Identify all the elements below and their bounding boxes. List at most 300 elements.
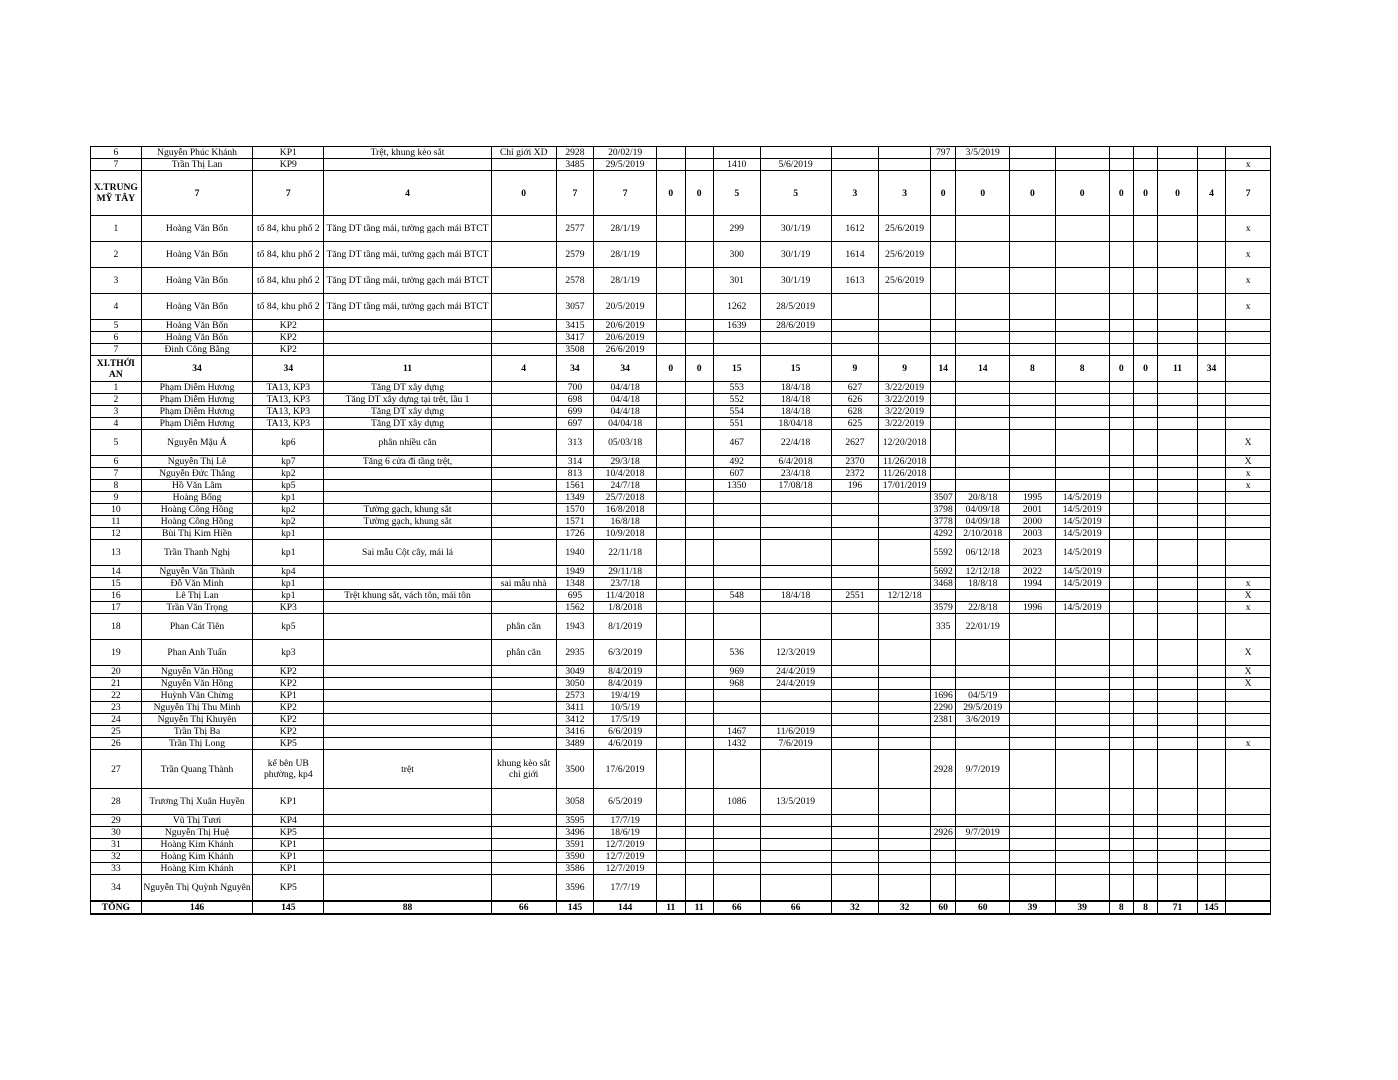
cell-c17: [1109, 268, 1133, 294]
cell-c9: 1467: [713, 726, 760, 738]
cell-c19: [1158, 332, 1198, 344]
cell-c5: 7: [556, 171, 594, 216]
cell-c20: [1197, 456, 1225, 468]
cell-c1: Nguyễn Phúc Khánh: [141, 147, 253, 159]
cell-c2: kp6: [253, 430, 324, 456]
cell-c3: [324, 815, 491, 827]
cell-c17: [1109, 714, 1133, 726]
cell-c16: 14/5/2019: [1055, 504, 1109, 516]
cell-c10: 5/6/2019: [760, 159, 831, 171]
cell-c4: [491, 320, 556, 332]
cell-c17: [1109, 332, 1133, 344]
cell-c1: Hoàng Văn Bốn: [141, 216, 253, 242]
cell-c15: 1994: [1010, 578, 1056, 590]
cell-c6: 8/4/2019: [594, 678, 657, 690]
cell-c13: [931, 406, 956, 418]
cell-c20: [1197, 738, 1225, 750]
cell-c21: [1226, 726, 1271, 738]
cell-c9: 1639: [713, 320, 760, 332]
cell-c2: KP4: [253, 815, 324, 827]
cell-c21: [1226, 614, 1271, 640]
cell-c12: [879, 702, 931, 714]
cell-c1: Vũ Thị Tươi: [141, 815, 253, 827]
cell-c0: 16: [91, 590, 142, 602]
cell-c20: [1197, 332, 1225, 344]
cell-c17: [1109, 614, 1133, 640]
cell-c17: [1109, 430, 1133, 456]
cell-c3: Sai mẫu Cột cây, mái lá: [324, 540, 491, 566]
cell-c9: [713, 839, 760, 851]
cell-c10: 30/1/19: [760, 216, 831, 242]
cell-c13: [931, 382, 956, 394]
cell-c13: 0: [931, 171, 956, 216]
cell-c13: 2381: [931, 714, 956, 726]
cell-c2: KP5: [253, 738, 324, 750]
cell-c21: [1226, 540, 1271, 566]
cell-c6: 17/6/2019: [594, 750, 657, 789]
cell-c3: 88: [324, 901, 491, 914]
cell-c11: [831, 726, 879, 738]
cell-c5: 3057: [556, 294, 594, 320]
cell-c20: [1197, 640, 1225, 666]
cell-c1: Trần Thị Ba: [141, 726, 253, 738]
cell-c19: [1158, 268, 1198, 294]
cell-c6: 10/9/2018: [594, 528, 657, 540]
cell-c11: 2370: [831, 456, 879, 468]
cell-c2: kp5: [253, 480, 324, 492]
cell-c4: [491, 492, 556, 504]
cell-c19: [1158, 418, 1198, 430]
cell-c20: [1197, 468, 1225, 480]
cell-c9: 552: [713, 394, 760, 406]
cell-c15: [1010, 666, 1056, 678]
cell-c1: Hoàng Văn Bốn: [141, 320, 253, 332]
cell-c21: X: [1226, 430, 1271, 456]
cell-c2: kp2: [253, 468, 324, 480]
cell-c17: [1109, 863, 1133, 875]
cell-c21: 7: [1226, 171, 1271, 216]
cell-c14: [956, 344, 1010, 356]
cell-c8: [685, 666, 713, 678]
cell-c17: [1109, 602, 1133, 614]
cell-c7: [657, 320, 685, 332]
cell-c6: 29/5/2019: [594, 159, 657, 171]
cell-c13: [931, 815, 956, 827]
cell-c11: [831, 320, 879, 332]
cell-c2: kế bên UB phường, kp4: [253, 750, 324, 789]
cell-c19: [1158, 815, 1198, 827]
cell-c18: [1133, 480, 1157, 492]
cell-c11: 2551: [831, 590, 879, 602]
cell-c21: x: [1226, 216, 1271, 242]
cell-c8: [685, 640, 713, 666]
cell-c12: 25/6/2019: [879, 242, 931, 268]
cell-c4: [491, 702, 556, 714]
cell-c15: [1010, 320, 1056, 332]
cell-c14: [956, 456, 1010, 468]
cell-c19: [1158, 750, 1198, 789]
cell-c19: [1158, 602, 1198, 614]
cell-c18: [1133, 268, 1157, 294]
cell-c12: [879, 714, 931, 726]
cell-c20: [1197, 394, 1225, 406]
cell-c6: 34: [594, 356, 657, 382]
cell-c13: 3468: [931, 578, 956, 590]
cell-c4: 66: [491, 901, 556, 914]
cell-c4: [491, 678, 556, 690]
cell-c13: [931, 678, 956, 690]
cell-c11: 627: [831, 382, 879, 394]
cell-c3: Tường gạch, khung sắt: [324, 516, 491, 528]
cell-c1: Trần Thị Long: [141, 738, 253, 750]
cell-c8: 0: [685, 171, 713, 216]
cell-c11: [831, 678, 879, 690]
cell-c1: 34: [141, 356, 253, 382]
cell-c1: Đinh Công Bằng: [141, 344, 253, 356]
cell-c11: 32: [831, 901, 879, 914]
cell-c3: [324, 666, 491, 678]
cell-c17: [1109, 468, 1133, 480]
cell-c17: [1109, 540, 1133, 566]
cell-c6: 144: [594, 901, 657, 914]
cell-c4: [491, 456, 556, 468]
cell-c4: 4: [491, 356, 556, 382]
cell-c10: 18/4/18: [760, 382, 831, 394]
cell-c12: 12/12/18: [879, 590, 931, 602]
cell-c4: [491, 242, 556, 268]
cell-c0: 2: [91, 242, 142, 268]
cell-c19: [1158, 492, 1198, 504]
cell-c8: [685, 726, 713, 738]
cell-c1: Nguyễn Thị Huệ: [141, 827, 253, 839]
cell-c0: 29: [91, 815, 142, 827]
cell-c8: [685, 159, 713, 171]
cell-c17: [1109, 406, 1133, 418]
cell-c7: [657, 382, 685, 394]
cell-c16: [1055, 216, 1109, 242]
cell-c7: [657, 430, 685, 456]
cell-c4: [491, 159, 556, 171]
cell-c7: [657, 468, 685, 480]
table-row: [91, 480, 1271, 492]
cell-c6: 28/1/19: [594, 268, 657, 294]
cell-c20: 4: [1197, 171, 1225, 216]
cell-c16: [1055, 827, 1109, 839]
cell-c0: 25: [91, 726, 142, 738]
cell-c5: 695: [556, 590, 594, 602]
cell-c12: [879, 726, 931, 738]
cell-c0: 11: [91, 516, 142, 528]
cell-c8: [685, 851, 713, 863]
cell-c13: [931, 468, 956, 480]
cell-c19: [1158, 851, 1198, 863]
cell-c1: Hoàng Công Hồng: [141, 504, 253, 516]
cell-c15: [1010, 480, 1056, 492]
cell-c3: Trệt khung sắt, vách tôn, mái tôn: [324, 590, 491, 602]
cell-c14: [956, 678, 1010, 690]
cell-c20: [1197, 851, 1225, 863]
cell-c7: [657, 504, 685, 516]
cell-c6: 12/7/2019: [594, 863, 657, 875]
cell-c14: [956, 216, 1010, 242]
cell-c21: [1226, 901, 1271, 914]
cell-c3: Tăng DT xây dựng tại trệt, lầu 1: [324, 394, 491, 406]
cell-c17: [1109, 216, 1133, 242]
cell-c13: [931, 738, 956, 750]
cell-c21: [1226, 394, 1271, 406]
cell-c13: [931, 294, 956, 320]
cell-c12: [879, 332, 931, 344]
table-row: [91, 590, 1271, 602]
cell-c16: [1055, 268, 1109, 294]
cell-c5: 34: [556, 356, 594, 382]
cell-c17: [1109, 480, 1133, 492]
cell-c21: [1226, 851, 1271, 863]
cell-c15: [1010, 332, 1056, 344]
cell-c13: [931, 320, 956, 332]
cell-c18: 0: [1133, 356, 1157, 382]
cell-c1: Nguyễn Thị Thu Minh: [141, 702, 253, 714]
cell-c1: Nguyễn Văn Thành: [141, 566, 253, 578]
total-row: [91, 901, 1271, 914]
table-row: [91, 406, 1271, 418]
cell-c10: 18/4/18: [760, 394, 831, 406]
cell-c11: [831, 540, 879, 566]
table-row: [91, 492, 1271, 504]
cell-c7: [657, 851, 685, 863]
cell-c6: 8/1/2019: [594, 614, 657, 640]
cell-c12: [879, 516, 931, 528]
cell-c11: 196: [831, 480, 879, 492]
cell-c14: 18/8/18: [956, 578, 1010, 590]
cell-c8: [685, 863, 713, 875]
table-row: [91, 382, 1271, 394]
cell-c16: 14/5/2019: [1055, 528, 1109, 540]
cell-c21: x: [1226, 480, 1271, 492]
cell-c20: [1197, 602, 1225, 614]
cell-c1: Hoàng Văn Bốn: [141, 242, 253, 268]
table-row: [91, 750, 1271, 789]
cell-c5: 3500: [556, 750, 594, 789]
cell-c7: [657, 456, 685, 468]
cell-c11: 3: [831, 171, 879, 216]
cell-c17: [1109, 242, 1133, 268]
cell-c8: [685, 344, 713, 356]
cell-c18: [1133, 406, 1157, 418]
cell-c3: Trệt, khung kèo sắt: [324, 147, 491, 159]
cell-c21: [1226, 827, 1271, 839]
table-row: [91, 504, 1271, 516]
cell-c16: [1055, 147, 1109, 159]
cell-c1: Bùi Thị Kim Hiền: [141, 528, 253, 540]
cell-c2: TA13, KP3: [253, 418, 324, 430]
cell-c16: 39: [1055, 901, 1109, 914]
cell-c20: [1197, 839, 1225, 851]
cell-c15: [1010, 815, 1056, 827]
cell-c9: 969: [713, 666, 760, 678]
cell-c9: [713, 875, 760, 902]
cell-c9: [713, 578, 760, 590]
cell-c11: [831, 666, 879, 678]
cell-c6: 28/1/19: [594, 216, 657, 242]
cell-c17: [1109, 666, 1133, 678]
cell-c17: [1109, 815, 1133, 827]
cell-c19: [1158, 640, 1198, 666]
cell-c18: [1133, 863, 1157, 875]
cell-c1: Phạm Diễm Hương: [141, 406, 253, 418]
cell-c11: 628: [831, 406, 879, 418]
cell-c10: [760, 839, 831, 851]
cell-c14: 20/8/18: [956, 492, 1010, 504]
cell-c18: [1133, 578, 1157, 590]
cell-c0: 4: [91, 294, 142, 320]
cell-c21: [1226, 839, 1271, 851]
cell-c10: 18/04/18: [760, 418, 831, 430]
table-row: [91, 294, 1271, 320]
cell-c5: 1561: [556, 480, 594, 492]
cell-c10: 7/6/2019: [760, 738, 831, 750]
cell-c3: [324, 492, 491, 504]
cell-c13: 2926: [931, 827, 956, 839]
cell-c6: 25/7/2018: [594, 492, 657, 504]
cell-c6: 26/6/2019: [594, 344, 657, 356]
cell-c14: [956, 320, 1010, 332]
cell-c0: 22: [91, 690, 142, 702]
cell-c17: [1109, 320, 1133, 332]
cell-c10: [760, 875, 831, 902]
cell-c6: 12/7/2019: [594, 851, 657, 863]
cell-c0: 30: [91, 827, 142, 839]
cell-c16: [1055, 678, 1109, 690]
cell-c3: [324, 578, 491, 590]
cell-c16: [1055, 640, 1109, 666]
cell-c15: [1010, 839, 1056, 851]
table-row: [91, 578, 1271, 590]
cell-c20: [1197, 714, 1225, 726]
cell-c4: [491, 590, 556, 602]
cell-c0: 3: [91, 406, 142, 418]
cell-c11: [831, 492, 879, 504]
cell-c10: 30/1/19: [760, 268, 831, 294]
cell-c19: [1158, 216, 1198, 242]
cell-c5: 3496: [556, 827, 594, 839]
cell-c10: [760, 690, 831, 702]
cell-c20: [1197, 418, 1225, 430]
cell-c2: KP2: [253, 702, 324, 714]
cell-c16: 14/5/2019: [1055, 578, 1109, 590]
cell-c17: 0: [1109, 356, 1133, 382]
cell-c10: 28/5/2019: [760, 294, 831, 320]
cell-c1: Phạm Diễm Hương: [141, 382, 253, 394]
cell-c7: [657, 528, 685, 540]
cell-c15: [1010, 851, 1056, 863]
cell-c15: [1010, 344, 1056, 356]
cell-c13: [931, 268, 956, 294]
cell-c9: 551: [713, 418, 760, 430]
cell-c0: 28: [91, 789, 142, 815]
cell-c19: [1158, 147, 1198, 159]
cell-c10: 6/4/2018: [760, 456, 831, 468]
cell-c8: 11: [685, 901, 713, 914]
cell-c19: [1158, 394, 1198, 406]
cell-c12: 3/22/2019: [879, 394, 931, 406]
cell-c1: Hoàng Văn Bốn: [141, 294, 253, 320]
cell-c21: [1226, 516, 1271, 528]
cell-c9: [713, 702, 760, 714]
cell-c1: Nguyễn Thị Lê: [141, 456, 253, 468]
cell-c3: Tường gạch, khung sắt: [324, 504, 491, 516]
cell-c6: 17/7/19: [594, 815, 657, 827]
cell-c2: kp1: [253, 528, 324, 540]
cell-c13: [931, 159, 956, 171]
cell-c12: 17/01/2019: [879, 480, 931, 492]
cell-c7: [657, 147, 685, 159]
cell-c9: [713, 614, 760, 640]
cell-c18: [1133, 851, 1157, 863]
cell-c7: [657, 418, 685, 430]
cell-c11: [831, 294, 879, 320]
cell-c3: trệt: [324, 750, 491, 789]
cell-c13: [931, 332, 956, 344]
cell-c20: [1197, 480, 1225, 492]
cell-c2: KP1: [253, 690, 324, 702]
cell-c12: [879, 294, 931, 320]
cell-c12: [879, 320, 931, 332]
cell-c14: [956, 159, 1010, 171]
cell-c4: [491, 430, 556, 456]
table-row: [91, 159, 1271, 171]
cell-c3: [324, 602, 491, 614]
cell-c6: 20/5/2019: [594, 294, 657, 320]
cell-c2: tổ 84, khu phố 2: [253, 294, 324, 320]
cell-c1: Trần Thị Lan: [141, 159, 253, 171]
cell-c4: [491, 294, 556, 320]
cell-c20: [1197, 528, 1225, 540]
cell-c14: 2/10/2018: [956, 528, 1010, 540]
group-row: [91, 171, 1271, 216]
cell-c21: [1226, 750, 1271, 789]
cell-c20: [1197, 702, 1225, 714]
cell-c3: [324, 344, 491, 356]
cell-c3: [324, 528, 491, 540]
cell-c5: 700: [556, 382, 594, 394]
cell-c11: [831, 839, 879, 851]
cell-c5: 2935: [556, 640, 594, 666]
cell-c7: [657, 863, 685, 875]
cell-c0: 27: [91, 750, 142, 789]
cell-c13: 14: [931, 356, 956, 382]
cell-c17: [1109, 394, 1133, 406]
cell-c9: 1086: [713, 789, 760, 815]
cell-c0: 17: [91, 602, 142, 614]
cell-c4: [491, 540, 556, 566]
cell-c6: 16/8/18: [594, 516, 657, 528]
cell-c21: X: [1226, 640, 1271, 666]
cell-c8: [685, 332, 713, 344]
cell-c3: [324, 726, 491, 738]
cell-c13: [931, 875, 956, 902]
cell-c18: [1133, 394, 1157, 406]
cell-c2: KP3: [253, 602, 324, 614]
cell-c12: [879, 789, 931, 815]
cell-c0: XI.THỚI AN: [91, 356, 142, 382]
cell-c7: [657, 714, 685, 726]
cell-c0: 7: [91, 344, 142, 356]
cell-c16: [1055, 418, 1109, 430]
cell-c20: [1197, 815, 1225, 827]
cell-c21: x: [1226, 242, 1271, 268]
cell-c10: [760, 578, 831, 590]
